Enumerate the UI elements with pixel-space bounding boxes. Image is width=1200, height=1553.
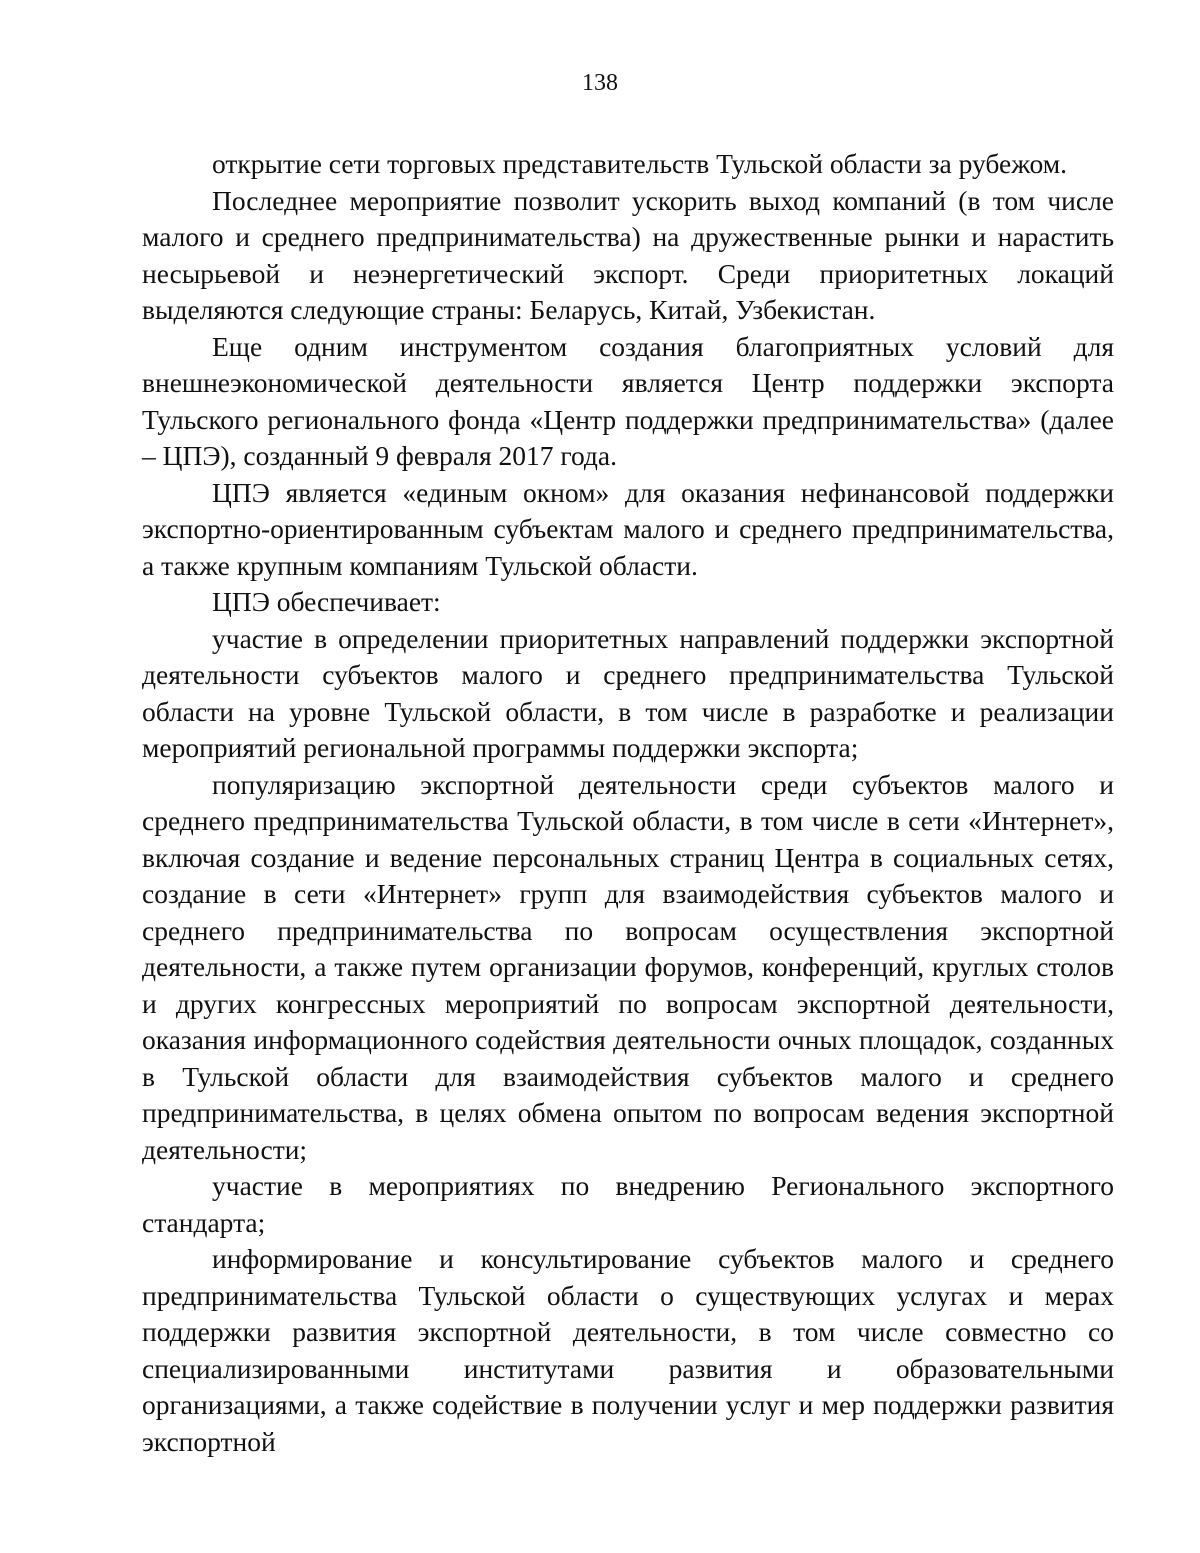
- list-item: участие в мероприятиях по внедрению Регионального экспортного стандарта;: [142, 1170, 1114, 1238]
- list-item: участие в определении приоритетных направлений поддержки экспортной деятельности субъектов малого и среднего предпринимательства Тульской области на уровне Тульской области, в том числе в разработке и реализации мероприятий региональной программы поддержки экспорта;: [142, 622, 1114, 763]
- paragraph: Еще одним инструментом создания благоприятных условий для внешнеэкономической деятельности является Центр поддержки экспорта Тульского регионального фонда «Центр поддержки предпринимательства» (далее – ЦПЭ), созданный 9 февраля 2017 года.: [142, 330, 1114, 471]
- list-item: информирование и консультирование субъектов малого и среднего предпринимательства Тульской области о существующих услугах и мерах поддержки развития экспортной деятельности, в том числе совместно со специализированными институтами развития и образовательными организациями, а также содействие в получении услуг и мер поддержки развития экспортной: [142, 1243, 1114, 1457]
- paragraph: Последнее мероприятие позволит ускорить выход компаний (в том числе малого и среднего предпринимательства) на дружественные рынки и нарастить несырьевой и неэнергетический экспорт. Среди приоритетных локаций выделяются следующие страны: Беларусь, Китай, Узбекистан.: [142, 184, 1114, 325]
- list-item: популяризацию экспортной деятельности среди субъектов малого и среднего предпринимательства Тульской области, в том числе в сети «Интернет», включая создание и ведение персональных страниц Центра в социальных сетях, создание в сети «Интернет» групп для взаимодействия субъектов малого и среднего предпринимательства по вопросам осуществления экспортной деятельности, а также путем организации форумов, конференций, круглых столов и других конгрессных мероприятий по вопросам экспортной деятельности, оказания информационного содействия деятельности очных площадок, созданных в Тульской области для взаимодействия субъектов малого и среднего предпринимательства, в целях обмена опытом по вопросам ведения экспортной деятельности;: [142, 768, 1114, 1165]
- paragraph: ЦПЭ обеспечивает:: [212, 586, 441, 617]
- page-number: 138: [582, 70, 618, 96]
- document-body: [142, 146, 1114, 1460]
- paragraph: открытие сети торговых представительств Тульской области за рубежом.: [212, 148, 1068, 179]
- paragraph: ЦПЭ является «единым окном» для оказания нефинансовой поддержки экспортно-ориентированным субъектам малого и среднего предпринимательства, а также крупным компаниям Тульской области.: [142, 476, 1114, 581]
